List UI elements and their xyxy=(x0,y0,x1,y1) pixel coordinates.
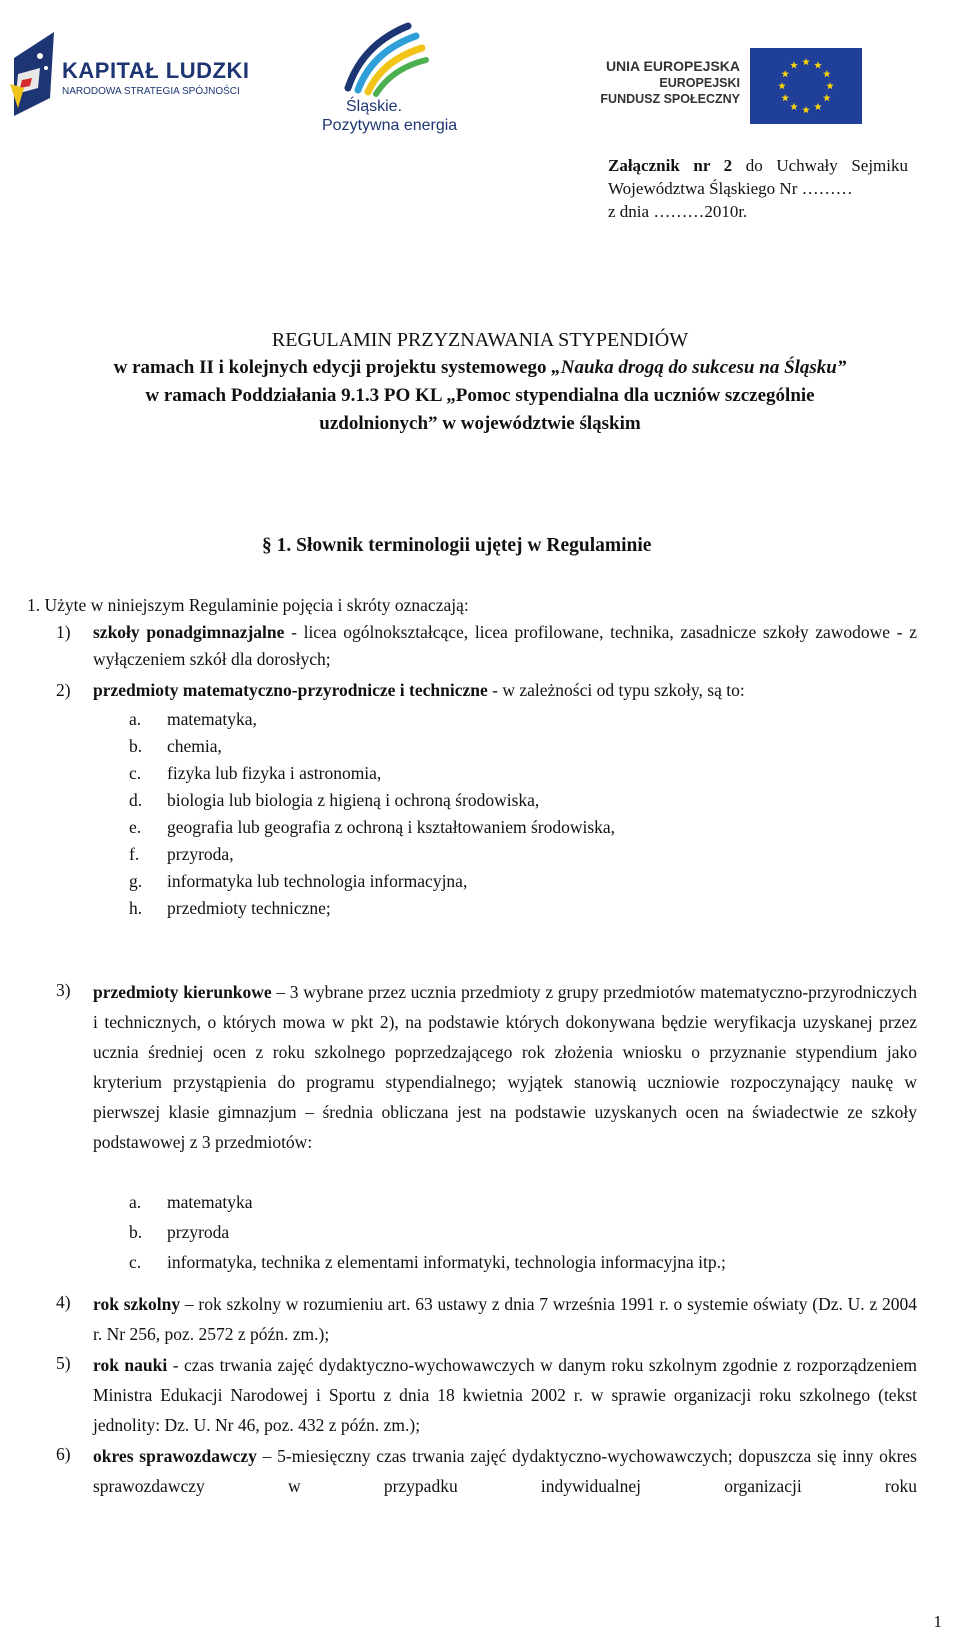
item-4-term: rok szkolny xyxy=(93,1294,181,1314)
title-line2 xyxy=(40,354,920,382)
eu-logo-text xyxy=(590,57,740,107)
slaskie-name: Śląskie. xyxy=(346,98,403,115)
list-text: matematyka, xyxy=(167,709,257,729)
intro-text: 1. Użyte w niniejszym Regulaminie pojęcia i skróty oznaczają: xyxy=(27,595,469,615)
title-line4: uzdolnionych” w województwie śląskim xyxy=(319,413,641,434)
item-2-term: przedmioty matematyczno-przyrodnicze i techniczne xyxy=(93,680,488,700)
list-text: chemia, xyxy=(167,736,222,756)
item-5-text: - czas trwania zajęć dydaktyczno-wychowawczych w danym roku szkolnym zgodnie z rozporządzeniem Ministra Edukacji Narodowej i Sportu z dnia 18 kwietnia 2002 r. w sprawie organizacji roku szkolnego (tekst jednolity: Dz. U. Nr 46, poz. 432 z późn. zm.); xyxy=(93,1355,917,1435)
item-5-number: 5) xyxy=(56,1353,71,1373)
item-3-term: przedmioty kierunkowe xyxy=(93,982,272,1002)
list-text: przedmioty techniczne; xyxy=(167,898,331,918)
kapital-ludzki-emblem-icon xyxy=(10,28,60,120)
list-item xyxy=(129,787,615,814)
kapital-ludzki-title: KAPITAŁ LUDZKI xyxy=(62,58,250,83)
item-1-number: 1) xyxy=(56,622,71,642)
slaskie-logo xyxy=(318,18,468,143)
title-line3: w ramach Poddziałania 9.1.3 PO KL „Pomoc stypendialna dla uczniów szczególnie xyxy=(145,385,815,406)
title-line2-prefix: w ramach II i kolejnych edycji projektu systemowego xyxy=(113,357,552,378)
list-text: informatyka, technika z elementami informatyki, technologia informacyjna itp.; xyxy=(167,1252,726,1272)
item-3-sublist xyxy=(129,1187,726,1277)
item-5 xyxy=(93,1350,917,1440)
item-2-sublist xyxy=(129,706,615,922)
list-item xyxy=(129,1187,726,1217)
item-2-text: - w zależności od typu szkoły, są to: xyxy=(487,680,745,700)
item-4-text: – rok szkolny w rozumieniu art. 63 ustawy z dnia 7 września 1991 r. o systemie oświaty (Dz. U. z 2004 r. Nr 256, poz. 2572 z późn. zm.); xyxy=(93,1294,917,1344)
slaskie-tagline: Pozytywna energia xyxy=(322,117,458,134)
list-text: informatyka lub technologia informacyjna, xyxy=(167,871,468,891)
item-1-text: - licea ogólnokształcące, licea profilowane, technika, zasadnicze szkoły zawodowe - z wyłączeniem szkół dla dorosłych; xyxy=(93,622,917,669)
item-3 xyxy=(93,977,917,1157)
list-item xyxy=(129,706,615,733)
list-text: fizyka lub fizyka i astronomia, xyxy=(167,763,382,783)
list-text: matematyka xyxy=(167,1192,253,1212)
list-text: przyroda, xyxy=(167,844,234,864)
title-project-name: „Nauka drogą do sukcesu na Śląsku” xyxy=(551,357,847,378)
item-1 xyxy=(93,619,917,673)
annex-lead: Załącznik nr 2 xyxy=(608,156,733,175)
item-2-number: 2) xyxy=(56,680,71,700)
list-item xyxy=(129,841,615,868)
section-heading: § 1. Słownik terminologii ujętej w Regulaminie xyxy=(262,535,652,556)
list-letter: g. xyxy=(129,871,143,891)
list-item xyxy=(129,895,615,922)
list-item xyxy=(129,760,615,787)
list-text: przyroda xyxy=(167,1222,230,1242)
list-item xyxy=(129,814,615,841)
kapital-ludzki-subtitle: NARODOWA STRATEGIA SPÓJNOŚCI xyxy=(62,86,240,97)
list-letter: d. xyxy=(129,790,143,810)
item-6 xyxy=(93,1441,917,1501)
item-6-term: okres sprawozdawczy xyxy=(93,1446,257,1466)
title-line1: REGULAMIN PRZYZNAWANIA STYPENDIÓW xyxy=(271,329,689,351)
list-letter: b. xyxy=(129,1222,143,1242)
annex-date: z dnia ………2010r. xyxy=(608,202,748,221)
eu-line2: EUROPEJSKI xyxy=(659,76,740,90)
list-item xyxy=(129,868,615,895)
item-3-text: – 3 wybrane przez ucznia przedmioty z grupy przedmiotów matematyczno-przyrodniczych i technicznych, o których mowa w pkt 2), na podstawie których dokonywana będzie weryfikacja uzyskanej przez ucznia średniej ocen z roku szkolnego poprzedzającego rok złożenia wniosku o przyznanie stypendium jako kryterium przystąpienia do programu stypendialnego; wyjątek stanowią uczniowie rozpoczynający naukę w pierwszej klasie gimnazjum – średnia obliczana jest na podstawie uzyskanych ocen na świadectwie ze szkoły podstawowej z 3 przedmiotów: xyxy=(93,982,917,1152)
list-letter: c. xyxy=(129,1252,142,1272)
list-letter: h. xyxy=(129,898,143,918)
list-letter: a. xyxy=(129,1192,142,1212)
item-4 xyxy=(93,1289,917,1349)
list-letter: c. xyxy=(129,763,142,783)
list-text: biologia lub biologia z higieną i ochroną środowiska, xyxy=(167,790,540,810)
list-letter: b. xyxy=(129,736,143,756)
eu-line1: UNIA EUROPEJSKA xyxy=(605,58,740,74)
list-letter: e. xyxy=(129,817,142,837)
list-item xyxy=(129,733,615,760)
list-item xyxy=(129,1247,726,1277)
item-6-text: – 5-miesięczny czas trwania zajęć dydaktyczno-wychowawczych; dopuszcza się inny okres sprawozdawczy w przypadku indywidualnej organizacji roku xyxy=(93,1446,917,1496)
eu-logo xyxy=(590,45,880,127)
item-6-number: 6) xyxy=(56,1444,71,1464)
annex-note xyxy=(608,154,908,223)
slaskie-waves-icon xyxy=(318,18,468,98)
list-item xyxy=(129,1217,726,1247)
eu-line3: FUNDUSZ SPOŁECZNY xyxy=(600,92,740,106)
item-5-term: rok nauki xyxy=(93,1355,168,1375)
item-1-term: szkoły ponadgimnazjalne xyxy=(93,622,285,642)
item-3-number: 3) xyxy=(56,980,71,1000)
item-4-number: 4) xyxy=(56,1292,71,1312)
eu-flag-icon xyxy=(750,48,862,124)
list-letter: f. xyxy=(129,844,140,864)
kapital-ludzki-logo xyxy=(10,28,250,120)
list-text: geografia lub geografia z ochroną i kształtowaniem środowiska, xyxy=(167,817,616,837)
annex-rest: do Uchwały Sejmiku Województwa Śląskiego Nr ……… xyxy=(608,156,908,198)
list-letter: a. xyxy=(129,709,142,729)
document-title xyxy=(40,326,920,438)
item-2 xyxy=(93,677,917,704)
page-number: 1 xyxy=(933,1612,942,1631)
